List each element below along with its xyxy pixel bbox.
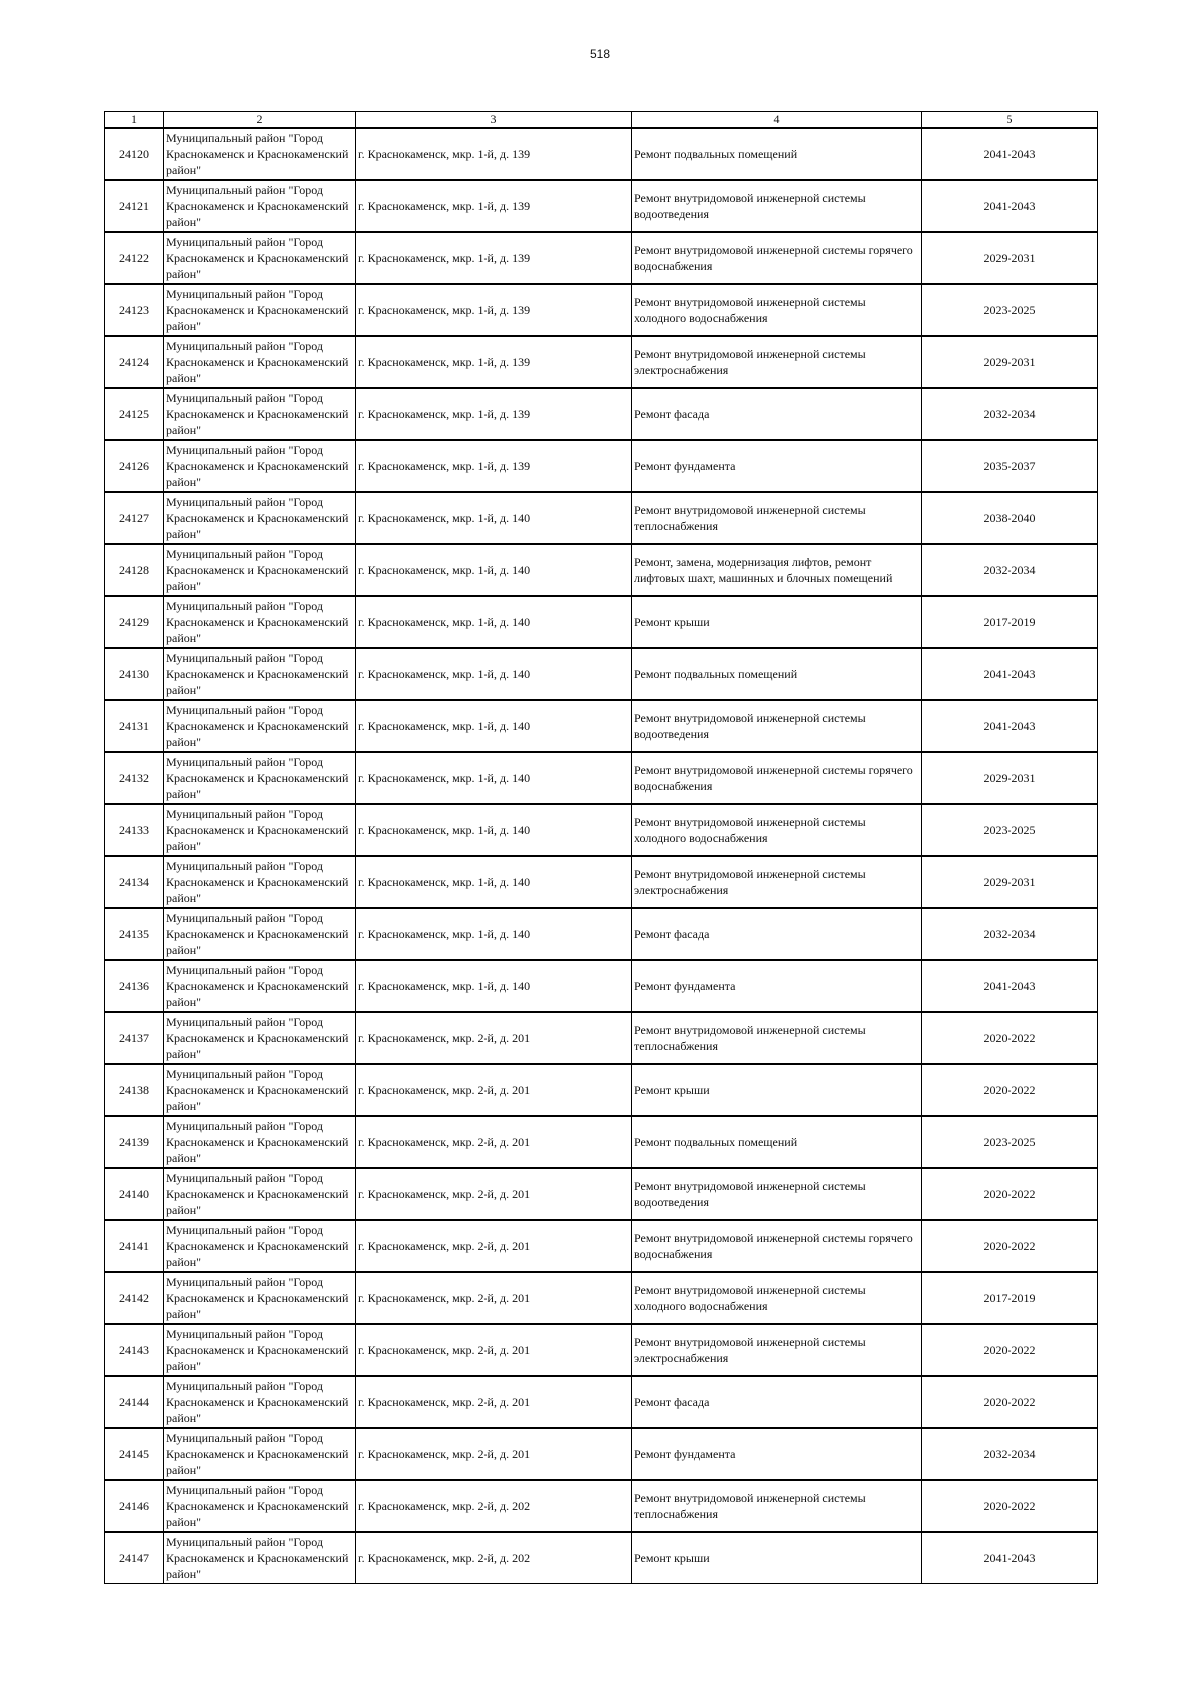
period-cell: 2032-2034 (922, 388, 1098, 440)
table-row (105, 1272, 1098, 1324)
municipality-cell: Муниципальный район "Город Краснокаменск и Краснокаменский район" (164, 284, 356, 336)
table-body (105, 128, 1098, 1584)
work-type-cell: Ремонт внутридомовой инженерной системы водоотведения (632, 180, 922, 232)
period-cell: 2041-2043 (922, 648, 1098, 700)
table-row (105, 1012, 1098, 1064)
period-cell: 2041-2043 (922, 180, 1098, 232)
address-cell: г. Краснокаменск, мкр. 2-й, д. 201 (356, 1272, 632, 1324)
row-number-cell: 24135 (105, 908, 164, 960)
municipality-cell: Муниципальный район "Город Краснокаменск и Краснокаменский район" (164, 180, 356, 232)
period-cell: 2020-2022 (922, 1220, 1098, 1272)
table-row (105, 1220, 1098, 1272)
period-cell: 2023-2025 (922, 1116, 1098, 1168)
municipality-cell: Муниципальный район "Город Краснокаменск и Краснокаменский район" (164, 336, 356, 388)
row-number-cell: 24141 (105, 1220, 164, 1272)
municipality-cell: Муниципальный район "Город Краснокаменск и Краснокаменский район" (164, 1480, 356, 1532)
work-type-cell: Ремонт внутридомовой инженерной системы холодного водоснабжения (632, 804, 922, 856)
row-number-cell: 24130 (105, 648, 164, 700)
address-cell: г. Краснокаменск, мкр. 1-й, д. 140 (356, 492, 632, 544)
period-cell: 2041-2043 (922, 700, 1098, 752)
work-type-cell: Ремонт внутридомовой инженерной системы холодного водоснабжения (632, 284, 922, 336)
address-cell: г. Краснокаменск, мкр. 2-й, д. 201 (356, 1012, 632, 1064)
column-header-1: 1 (105, 112, 164, 129)
period-cell: 2038-2040 (922, 492, 1098, 544)
address-cell: г. Краснокаменск, мкр. 1-й, д. 140 (356, 804, 632, 856)
work-type-cell: Ремонт фасада (632, 908, 922, 960)
work-type-cell: Ремонт внутридомовой инженерной системы горячего водоснабжения (632, 752, 922, 804)
work-type-cell: Ремонт внутридомовой инженерной системы электроснабжения (632, 856, 922, 908)
table-row (105, 1376, 1098, 1428)
table-row (105, 1532, 1098, 1584)
address-cell: г. Краснокаменск, мкр. 2-й, д. 201 (356, 1168, 632, 1220)
period-cell: 2020-2022 (922, 1480, 1098, 1532)
period-cell: 2023-2025 (922, 804, 1098, 856)
address-cell: г. Краснокаменск, мкр. 2-й, д. 201 (356, 1324, 632, 1376)
period-cell: 2020-2022 (922, 1064, 1098, 1116)
column-header-5: 5 (922, 112, 1098, 129)
row-number-cell: 24144 (105, 1376, 164, 1428)
municipality-cell: Муниципальный район "Город Краснокаменск и Краснокаменский район" (164, 1324, 356, 1376)
row-number-cell: 24126 (105, 440, 164, 492)
period-cell: 2020-2022 (922, 1168, 1098, 1220)
address-cell: г. Краснокаменск, мкр. 1-й, д. 139 (356, 284, 632, 336)
municipality-cell: Муниципальный район "Город Краснокаменск и Краснокаменский район" (164, 492, 356, 544)
row-number-cell: 24136 (105, 960, 164, 1012)
work-type-cell: Ремонт крыши (632, 596, 922, 648)
address-cell: г. Краснокаменск, мкр. 1-й, д. 139 (356, 180, 632, 232)
row-number-cell: 24147 (105, 1532, 164, 1584)
row-number-cell: 24146 (105, 1480, 164, 1532)
row-number-cell: 24121 (105, 180, 164, 232)
work-type-cell: Ремонт фундамента (632, 1428, 922, 1480)
work-type-cell: Ремонт внутридомовой инженерной системы электроснабжения (632, 336, 922, 388)
table-row (105, 232, 1098, 284)
row-number-cell: 24143 (105, 1324, 164, 1376)
table-row (105, 1324, 1098, 1376)
address-cell: г. Краснокаменск, мкр. 1-й, д. 139 (356, 232, 632, 284)
work-type-cell: Ремонт внутридомовой инженерной системы электроснабжения (632, 1324, 922, 1376)
row-number-cell: 24138 (105, 1064, 164, 1116)
row-number-cell: 24140 (105, 1168, 164, 1220)
repair-schedule-table (104, 111, 1098, 1584)
table-row (105, 596, 1098, 648)
row-number-cell: 24132 (105, 752, 164, 804)
municipality-cell: Муниципальный район "Город Краснокаменск и Краснокаменский район" (164, 1012, 356, 1064)
work-type-cell: Ремонт, замена, модернизация лифтов, ремонт лифтовых шахт, машинных и блочных помещений (632, 544, 922, 596)
municipality-cell: Муниципальный район "Город Краснокаменск и Краснокаменский район" (164, 804, 356, 856)
table-row (105, 1168, 1098, 1220)
municipality-cell: Муниципальный район "Город Краснокаменск и Краснокаменский район" (164, 388, 356, 440)
municipality-cell: Муниципальный район "Город Краснокаменск и Краснокаменский район" (164, 232, 356, 284)
table-row (105, 544, 1098, 596)
period-cell: 2017-2019 (922, 1272, 1098, 1324)
period-cell: 2032-2034 (922, 1428, 1098, 1480)
row-number-cell: 24123 (105, 284, 164, 336)
table-row (105, 700, 1098, 752)
municipality-cell: Муниципальный район "Город Краснокаменск и Краснокаменский район" (164, 544, 356, 596)
work-type-cell: Ремонт внутридомовой инженерной системы теплоснабжения (632, 492, 922, 544)
column-header-2: 2 (164, 112, 356, 129)
period-cell: 2017-2019 (922, 596, 1098, 648)
row-number-cell: 24124 (105, 336, 164, 388)
municipality-cell: Муниципальный район "Город Краснокаменск и Краснокаменский район" (164, 908, 356, 960)
row-number-cell: 24145 (105, 1428, 164, 1480)
table-row (105, 1116, 1098, 1168)
period-cell: 2041-2043 (922, 960, 1098, 1012)
municipality-cell: Муниципальный район "Город Краснокаменск и Краснокаменский район" (164, 1532, 356, 1584)
address-cell: г. Краснокаменск, мкр. 1-й, д. 140 (356, 544, 632, 596)
period-cell: 2032-2034 (922, 908, 1098, 960)
work-type-cell: Ремонт внутридомовой инженерной системы теплоснабжения (632, 1480, 922, 1532)
address-cell: г. Краснокаменск, мкр. 2-й, д. 201 (356, 1428, 632, 1480)
address-cell: г. Краснокаменск, мкр. 1-й, д. 139 (356, 336, 632, 388)
municipality-cell: Муниципальный район "Город Краснокаменск и Краснокаменский район" (164, 648, 356, 700)
period-cell: 2020-2022 (922, 1376, 1098, 1428)
work-type-cell: Ремонт подвальных помещений (632, 648, 922, 700)
table-row (105, 388, 1098, 440)
address-cell: г. Краснокаменск, мкр. 2-й, д. 201 (356, 1116, 632, 1168)
work-type-cell: Ремонт фасада (632, 1376, 922, 1428)
period-cell: 2032-2034 (922, 544, 1098, 596)
address-cell: г. Краснокаменск, мкр. 1-й, д. 140 (356, 752, 632, 804)
table-row (105, 440, 1098, 492)
row-number-cell: 24131 (105, 700, 164, 752)
work-type-cell: Ремонт крыши (632, 1532, 922, 1584)
address-cell: г. Краснокаменск, мкр. 1-й, д. 140 (356, 700, 632, 752)
period-cell: 2029-2031 (922, 856, 1098, 908)
page-number: 518 (589, 47, 611, 61)
table-row (105, 180, 1098, 232)
address-cell: г. Краснокаменск, мкр. 2-й, д. 201 (356, 1064, 632, 1116)
work-type-cell: Ремонт подвальных помещений (632, 1116, 922, 1168)
municipality-cell: Муниципальный район "Город Краснокаменск и Краснокаменский район" (164, 128, 356, 180)
work-type-cell: Ремонт фундамента (632, 440, 922, 492)
municipality-cell: Муниципальный район "Город Краснокаменск и Краснокаменский район" (164, 1272, 356, 1324)
period-cell: 2020-2022 (922, 1012, 1098, 1064)
address-cell: г. Краснокаменск, мкр. 1-й, д. 140 (356, 648, 632, 700)
work-type-cell: Ремонт фундамента (632, 960, 922, 1012)
municipality-cell: Муниципальный район "Город Краснокаменск и Краснокаменский район" (164, 1116, 356, 1168)
address-cell: г. Краснокаменск, мкр. 2-й, д. 202 (356, 1480, 632, 1532)
municipality-cell: Муниципальный район "Город Краснокаменск и Краснокаменский район" (164, 960, 356, 1012)
address-cell: г. Краснокаменск, мкр. 2-й, д. 202 (356, 1532, 632, 1584)
work-type-cell: Ремонт внутридомовой инженерной системы теплоснабжения (632, 1012, 922, 1064)
column-number-row (105, 112, 1098, 129)
municipality-cell: Муниципальный район "Город Краснокаменск и Краснокаменский район" (164, 1220, 356, 1272)
row-number-cell: 24120 (105, 128, 164, 180)
address-cell: г. Краснокаменск, мкр. 1-й, д. 140 (356, 596, 632, 648)
row-number-cell: 24137 (105, 1012, 164, 1064)
period-cell: 2029-2031 (922, 232, 1098, 284)
address-cell: г. Краснокаменск, мкр. 1-й, д. 140 (356, 908, 632, 960)
row-number-cell: 24133 (105, 804, 164, 856)
work-type-cell: Ремонт фасада (632, 388, 922, 440)
work-type-cell: Ремонт внутридомовой инженерной системы водоотведения (632, 700, 922, 752)
work-type-cell: Ремонт внутридомовой инженерной системы холодного водоснабжения (632, 1272, 922, 1324)
address-cell: г. Краснокаменск, мкр. 2-й, д. 201 (356, 1220, 632, 1272)
table-row (105, 336, 1098, 388)
table-row (105, 1064, 1098, 1116)
work-type-cell: Ремонт крыши (632, 1064, 922, 1116)
row-number-cell: 24128 (105, 544, 164, 596)
municipality-cell: Муниципальный район "Город Краснокаменск и Краснокаменский район" (164, 752, 356, 804)
municipality-cell: Муниципальный район "Город Краснокаменск и Краснокаменский район" (164, 440, 356, 492)
period-cell: 2029-2031 (922, 752, 1098, 804)
work-type-cell: Ремонт подвальных помещений (632, 128, 922, 180)
address-cell: г. Краснокаменск, мкр. 1-й, д. 140 (356, 960, 632, 1012)
row-number-cell: 24129 (105, 596, 164, 648)
row-number-cell: 24122 (105, 232, 164, 284)
row-number-cell: 24127 (105, 492, 164, 544)
period-cell: 2029-2031 (922, 336, 1098, 388)
row-number-cell: 24139 (105, 1116, 164, 1168)
period-cell: 2041-2043 (922, 128, 1098, 180)
table-row (105, 492, 1098, 544)
period-cell: 2023-2025 (922, 284, 1098, 336)
column-header-3: 3 (356, 112, 632, 129)
period-cell: 2041-2043 (922, 1532, 1098, 1584)
table-row (105, 128, 1098, 180)
address-cell: г. Краснокаменск, мкр. 2-й, д. 201 (356, 1376, 632, 1428)
table-row (105, 284, 1098, 336)
table-row (105, 960, 1098, 1012)
municipality-cell: Муниципальный район "Город Краснокаменск и Краснокаменский район" (164, 856, 356, 908)
address-cell: г. Краснокаменск, мкр. 1-й, д. 140 (356, 856, 632, 908)
municipality-cell: Муниципальный район "Город Краснокаменск и Краснокаменский район" (164, 1168, 356, 1220)
table-row (105, 1480, 1098, 1532)
column-header-4: 4 (632, 112, 922, 129)
municipality-cell: Муниципальный район "Город Краснокаменск и Краснокаменский район" (164, 1376, 356, 1428)
table-row (105, 752, 1098, 804)
municipality-cell: Муниципальный район "Город Краснокаменск и Краснокаменский район" (164, 596, 356, 648)
table-row (105, 908, 1098, 960)
period-cell: 2020-2022 (922, 1324, 1098, 1376)
address-cell: г. Краснокаменск, мкр. 1-й, д. 139 (356, 388, 632, 440)
work-type-cell: Ремонт внутридомовой инженерной системы горячего водоснабжения (632, 1220, 922, 1272)
work-type-cell: Ремонт внутридомовой инженерной системы горячего водоснабжения (632, 232, 922, 284)
municipality-cell: Муниципальный район "Город Краснокаменск и Краснокаменский район" (164, 700, 356, 752)
municipality-cell: Муниципальный район "Город Краснокаменск и Краснокаменский район" (164, 1064, 356, 1116)
row-number-cell: 24142 (105, 1272, 164, 1324)
work-type-cell: Ремонт внутридомовой инженерной системы водоотведения (632, 1168, 922, 1220)
period-cell: 2035-2037 (922, 440, 1098, 492)
municipality-cell: Муниципальный район "Город Краснокаменск и Краснокаменский район" (164, 1428, 356, 1480)
row-number-cell: 24125 (105, 388, 164, 440)
table-row (105, 804, 1098, 856)
table-row (105, 1428, 1098, 1480)
table-row (105, 648, 1098, 700)
table-row (105, 856, 1098, 908)
address-cell: г. Краснокаменск, мкр. 1-й, д. 139 (356, 128, 632, 180)
address-cell: г. Краснокаменск, мкр. 1-й, д. 139 (356, 440, 632, 492)
row-number-cell: 24134 (105, 856, 164, 908)
